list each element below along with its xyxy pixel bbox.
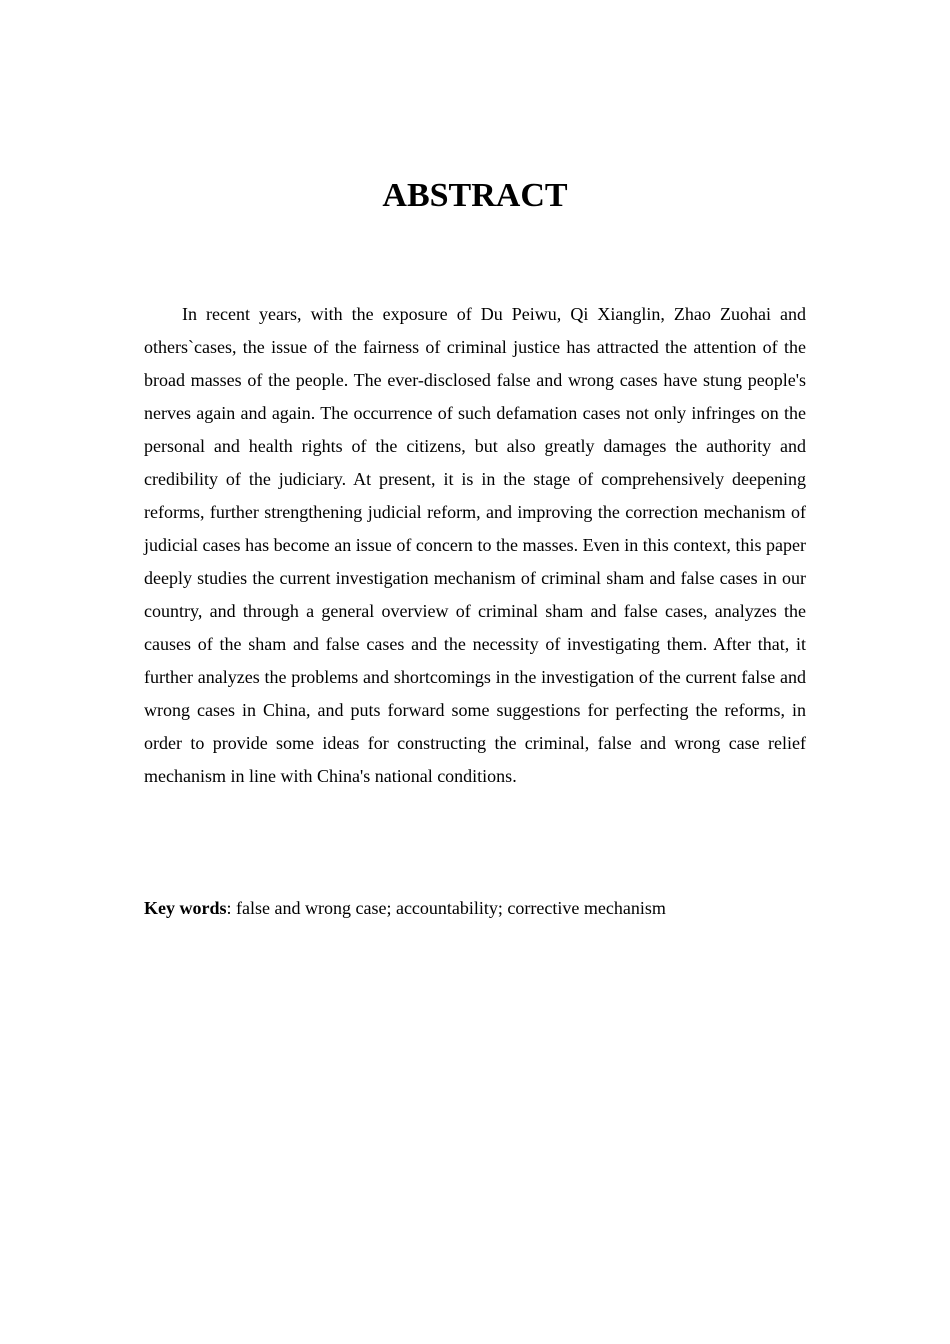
keywords-line [144,892,806,925]
page-title: ABSTRACT [382,177,568,214]
keywords-value: false and wrong case; accountability; corrective mechanism [236,898,666,918]
abstract-paragraph: In recent years, with the exposure of Du Peiwu, Qi Xianglin, Zhao Zuohai and others`cases, the issue of the fairness of criminal justice has attracted the attention of the broad masses of the people. The ever-disclosed false and wrong cases have stung people's nerves again and again. The occurrence of such defamation cases not only infringes on the personal and health rights of the citizens, but also greatly damages the authority and credibility of the judiciary. At present, it is in the stage of comprehensively deepening reforms, further strengthening judicial reform, and improving the correction mechanism of judicial cases has become an issue of concern to the masses. Even in this context, this paper deeply studies the current investigation mechanism of criminal sham and false cases in our country, and through a general overview of criminal sham and false cases, analyzes the causes of the sham and false cases and the necessity of investigating them. After that, it further analyzes the problems and shortcomings in the investigation of the current false and wrong cases in China, and puts forward some suggestions for perfecting the reforms, in order to provide some ideas for constructing the criminal, false and wrong case relief mechanism in line with China's national conditions. [144,304,806,786]
keywords-label: Key words [144,898,227,918]
keywords-separator: : [226,898,237,918]
